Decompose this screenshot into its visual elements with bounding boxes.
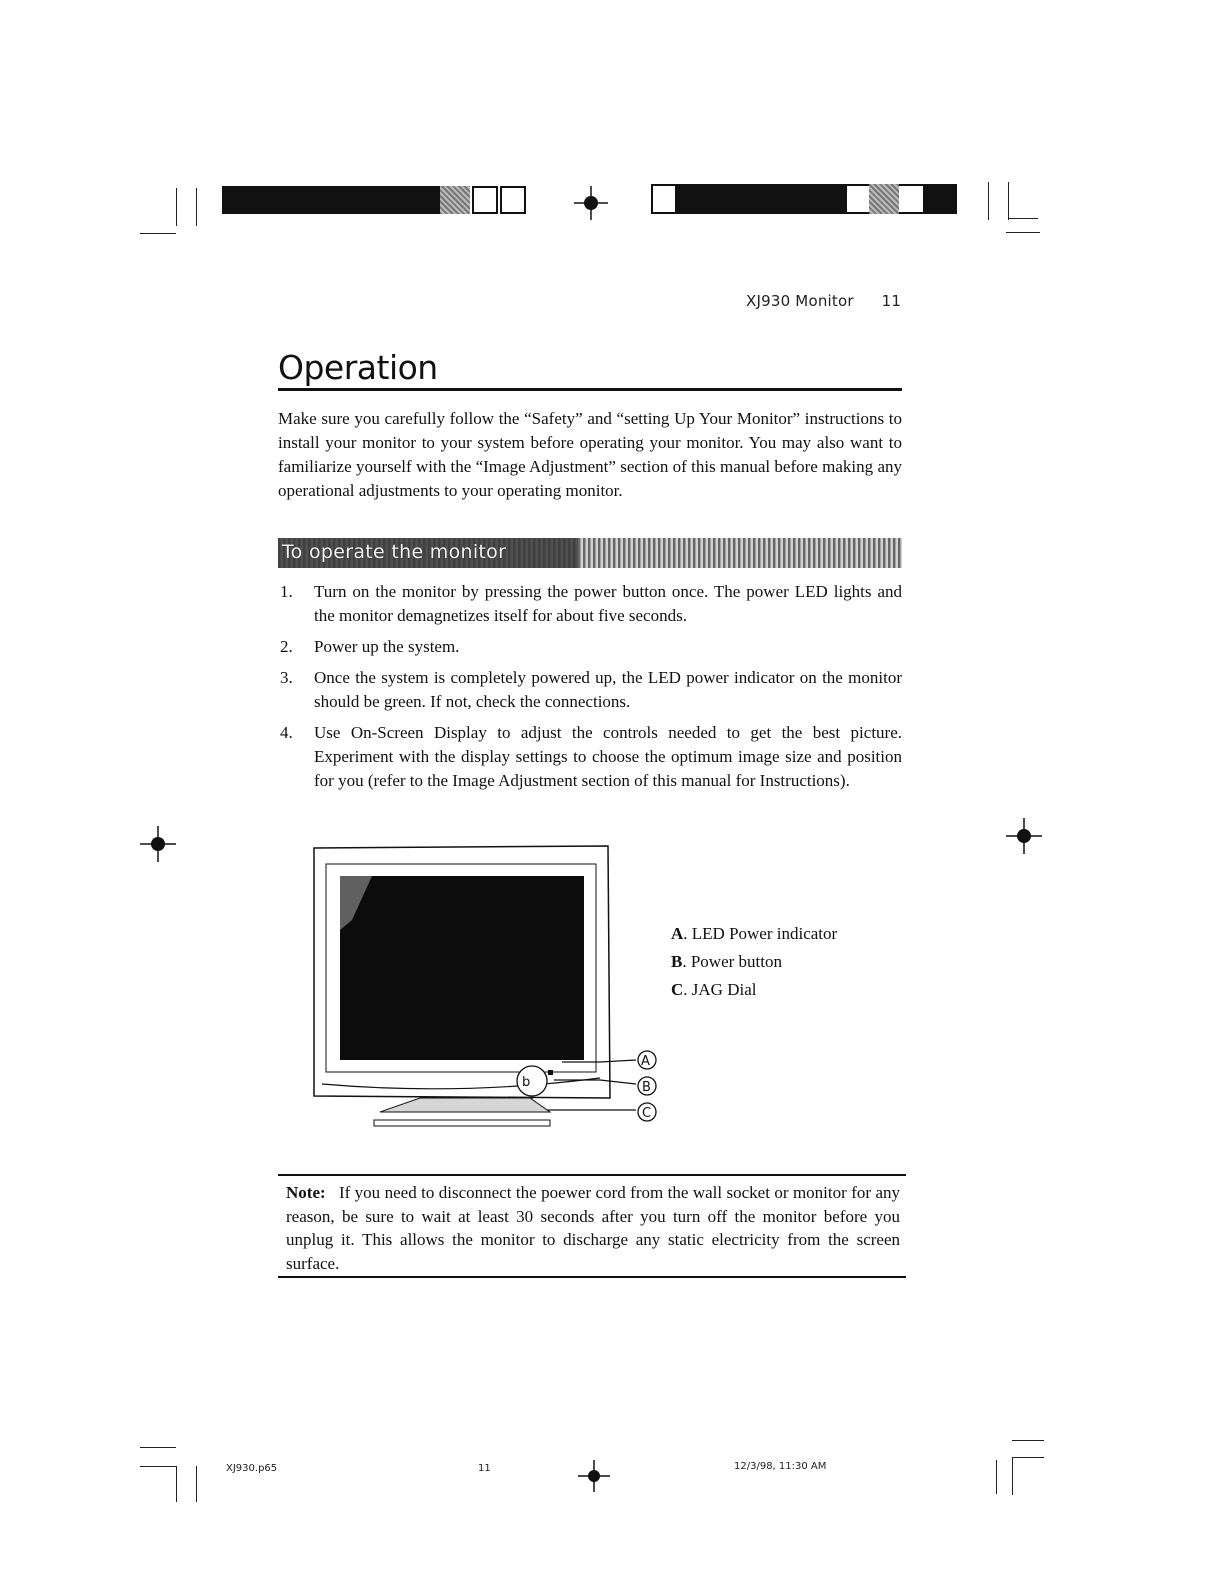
step-item [280,666,902,714]
page-title: Operation [278,348,438,387]
registration-white-gap-2 [899,184,923,214]
registration-box-left-1 [472,186,498,214]
running-head-page-number: 11 [881,292,902,310]
registration-white-gap [847,184,869,214]
legend-label: Power button [690,952,782,971]
crop-mark-bottom-right-v2 [1012,1457,1013,1495]
crop-mark-bottom-left-h [140,1447,176,1448]
step-number: 3. [280,668,293,687]
crop-mark-top-right-h2 [1006,232,1040,233]
step-text: Turn on the monitor by pressing the power button once. The power LED lights and the monitor demagnetizes itself for about five seconds. [314,582,902,625]
registration-grey-left [440,186,470,214]
note-text [286,1181,900,1275]
crop-mark-top-left-h [140,233,176,234]
legend-sep: . [683,980,688,999]
figure-legend [671,920,911,1004]
registration-target-bottom-icon [578,1460,610,1492]
monitor-illustration [300,840,670,1130]
registration-bar-right-end [923,184,957,214]
legend-item [671,948,911,976]
callout-b: B [642,1080,651,1095]
crop-mark-top-right-v1 [988,182,989,220]
registration-target-left-icon [140,826,176,862]
step-text: Power up the system. [314,637,460,656]
running-head-title: XJ930 Monitor [746,292,854,310]
legend-sep: . [682,952,687,971]
crop-mark-bottom-right-h2 [1012,1457,1044,1458]
step-text: Once the system is completely powered up, the LED power indicator on the monitor should be green. If not, check the connections. [314,668,902,711]
step-number: 4. [280,723,293,742]
legend-sep: . [683,924,688,943]
step-text: Use On-Screen Display to adjust the controls needed to get the best picture. Experiment with the display settings to choose the optimum image size and position for you (refer to the Image Adjustment section of this manual for Instructions). [314,723,902,790]
registration-box-right-1 [651,184,677,214]
registration-grey-right [869,184,899,214]
callout-a: A [641,1054,650,1069]
crop-mark-bottom-right-v1 [996,1460,997,1494]
registration-bar-right [677,184,847,214]
legend-label: JAG Dial [691,980,757,999]
footer-timestamp: 12/3/98, 11:30 AM [734,1461,827,1472]
legend-item [671,976,911,1004]
crop-mark-bottom-left-v1 [176,1466,177,1502]
svg-text:b: b [522,1075,531,1090]
crop-mark-bottom-left-v2 [196,1466,197,1502]
monitor-stand [380,1098,550,1112]
subhead-label: To operate the monitor [282,541,507,563]
legend-key: C [671,980,684,999]
crop-mark-top-right-v2 [1008,182,1009,220]
step-item [280,635,902,659]
steps-list [280,580,902,800]
step-item [280,721,902,793]
title-rule [278,388,902,391]
crop-mark-bottom-left-h2 [140,1466,176,1467]
legend-item [671,920,911,948]
footer-filename: XJ930.p65 [226,1463,278,1474]
registration-box-left-2 [500,186,526,214]
running-head [746,292,906,310]
monitor-screen [340,876,584,1060]
note-body: If you need to disconnect the poewer cord from the wall socket or monitor for any reason, be sure to wait at least 30 seconds after you turn off the monitor before you unplug it. This allows the monitor to discharge any static electricity from the screen surface. [286,1183,901,1273]
step-number: 2. [280,637,293,656]
crop-mark-top-left-v2 [196,188,197,226]
registration-target-right-icon [1006,818,1042,854]
step-item [280,580,902,628]
step-number: 1. [280,582,293,601]
footer-page-number: 11 [478,1463,491,1474]
callout-c: C [642,1106,652,1121]
intro-paragraph: Make sure you carefully follow the “Safety” and “setting Up Your Monitor” instructions to install your monitor to your system before operating your monitor. You may also want to familiarize yourself with the “Image Adjustment” section of this manual before making any operational adjustments to your operating monitor. [278,409,902,500]
registration-target-top-icon [574,186,608,220]
legend-key: A [671,924,684,943]
crop-mark-top-left-v1 [176,188,177,226]
crop-mark-bottom-right-h [1012,1440,1044,1441]
legend-key: B [671,952,683,971]
crop-mark-top-right-h [1008,218,1038,219]
led-shape [548,1070,553,1075]
registration-bar-left [222,186,440,214]
note-label: Note: [286,1183,326,1202]
legend-label: LED Power indicator [691,924,838,943]
